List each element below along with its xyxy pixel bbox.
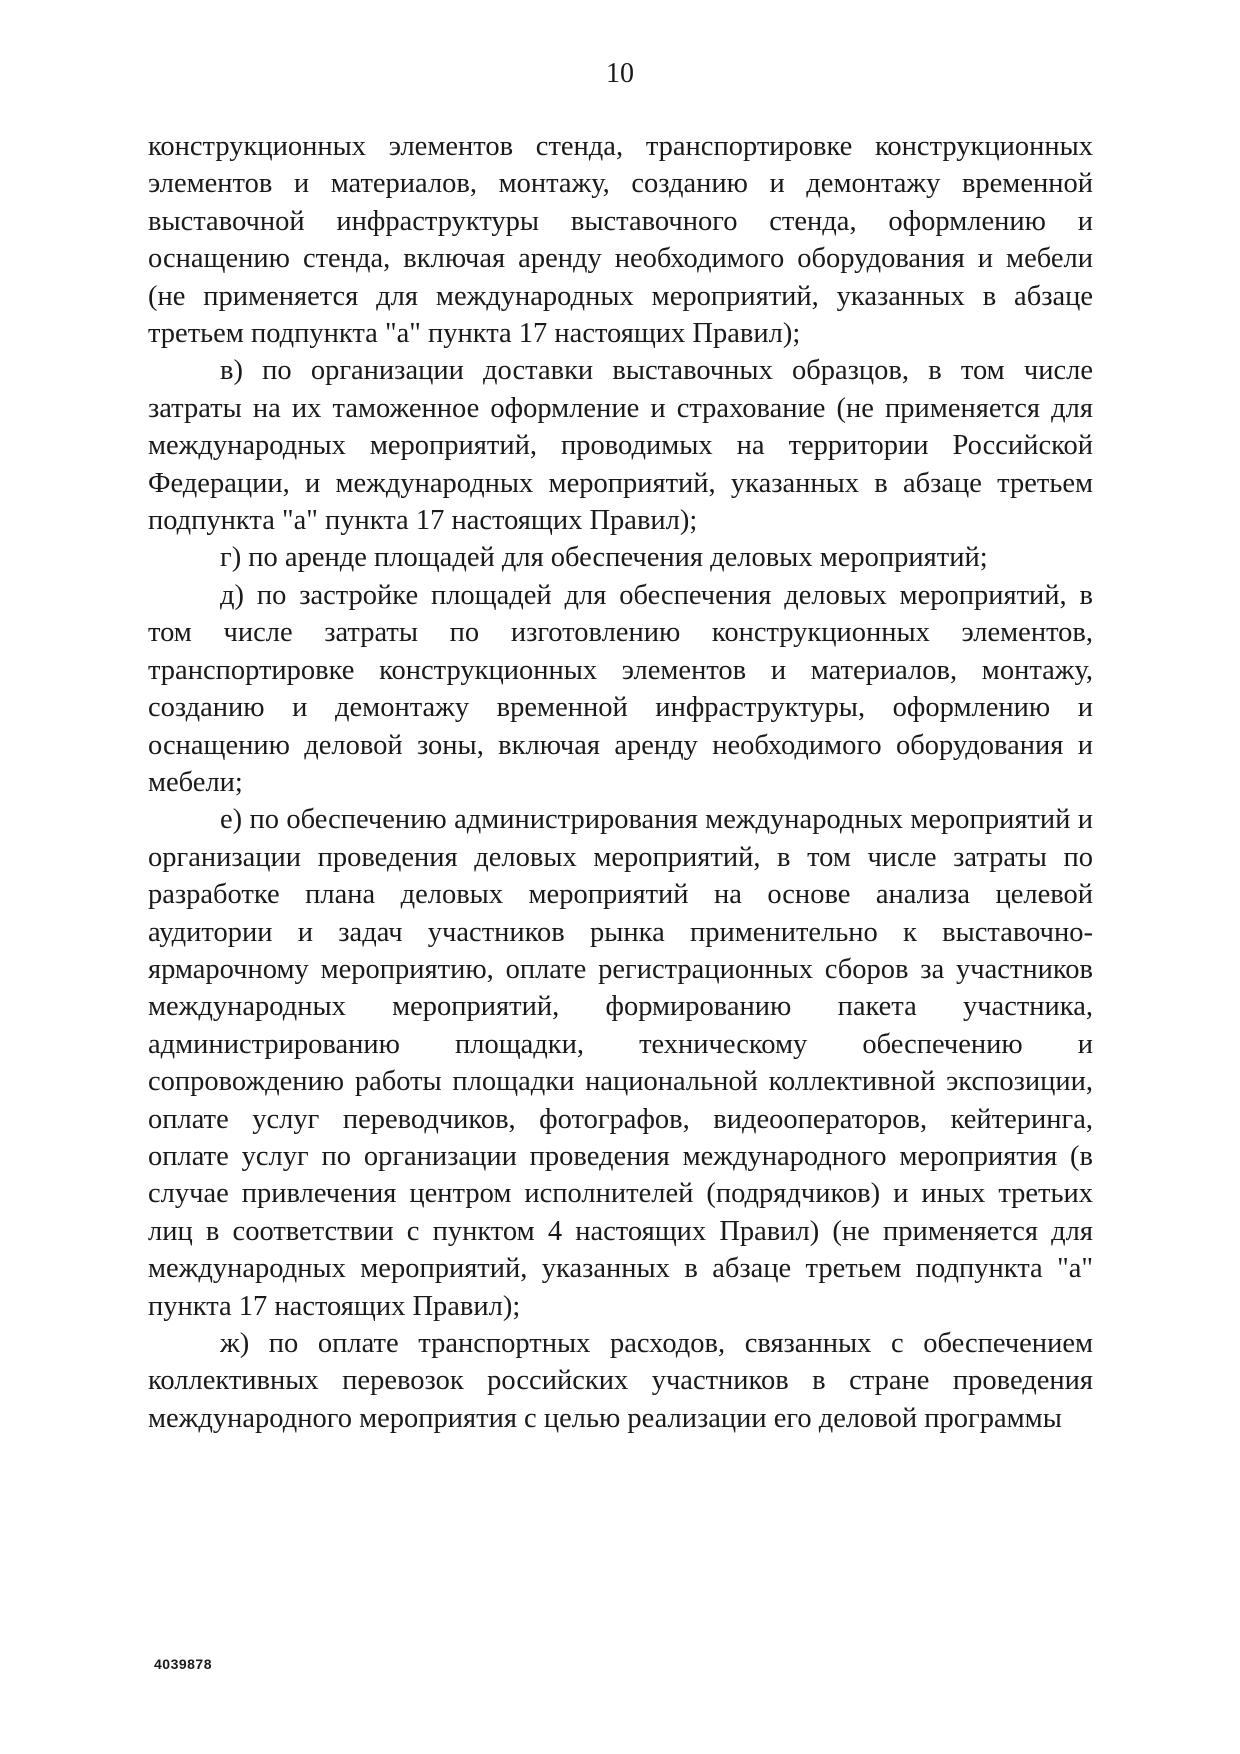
document-id: 4039878 <box>154 1656 213 1672</box>
document-body <box>148 128 1093 1437</box>
paragraph-item-zh: ж) по оплате транспортных расходов, связанных с обеспечением коллективных перевозок российских участников в стране проведения международного мероприятия с целью реализации его деловой программы <box>148 1328 1093 1434</box>
paragraph-item-d: д) по застройке площадей для обеспечения деловых мероприятий, в том числе затраты по изготовлению конструкционных элементов, транспортировке конструкционных элементов и материалов, монтажу, созданию и демонтажу временной инфраструктуры, оформлению и оснащению деловой зоны, включая аренду необходимого оборудования и мебели; <box>148 579 1093 798</box>
page-number: 10 <box>606 58 634 89</box>
paragraph-item-v: в) по организации доставки выставочных образцов, в том числе затраты на их таможенное оформление и страхование (не применяется для международных мероприятий, проводимых на территории Российской Федерации, и международных мероприятий, указанных в абзаце третьем подпункта "а" пункта 17 настоящих Правил); <box>148 355 1093 537</box>
paragraph-item-g: г) по аренде площадей для обеспечения деловых мероприятий; <box>220 542 988 574</box>
paragraph-continuation: конструкционных элементов стенда, транспортировке конструкционных элементов и материалов, монтажу, созданию и демонтажу временной выставочной инфраструктуры выставочного стенда, оформлению и оснащению стенда, включая аренду необходимого оборудования и мебели (не применяется для международных мероприятий, указанных в абзаце третьем подпункта "а" пункта 17 настоящих Правил); <box>148 131 1093 350</box>
paragraph-item-e: е) по обеспечению администрирования международных мероприятий и организации проведения деловых мероприятий, в том числе затраты по разработке плана деловых мероприятий на основе анализа целевой аудитории и задач участников рынка применительно к выставочно-ярмарочному мероприятию, оплате регистрационных сборов за участников международных мероприятий, формированию пакета участника, администрированию площадки, техническому обеспечению и сопровождению работы площадки национальной коллективной экспозиции, оплате услуг переводчиков, фотографов, видеооператоров, кейтеринга, оплате услуг по организации проведения международного мероприятия (в случае привлечения центром исполнителей (подрядчиков) и иных третьих лиц в соответствии с пунктом 4 настоящих Правил) (не применяется для международных мероприятий, указанных в абзаце третьем подпункта "а" пункта 17 настоящих Правил); <box>148 804 1093 1322</box>
